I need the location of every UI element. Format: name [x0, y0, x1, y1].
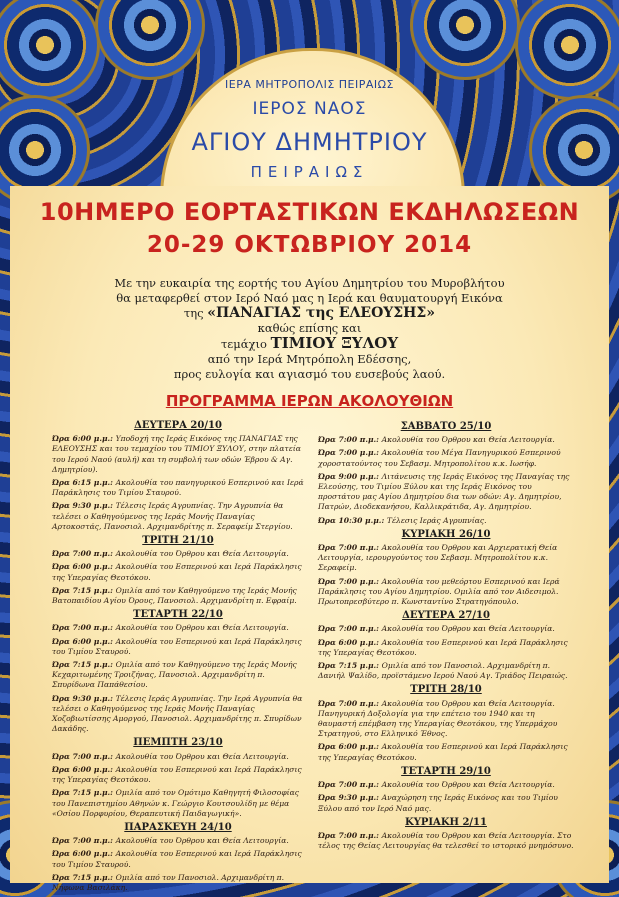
schedule-time: Ώρα 6:00 μ.μ.:	[52, 849, 116, 859]
schedule-time: Ώρα 7:15 μ.μ.:	[318, 661, 382, 671]
schedule-description: Ακολουθία του Όρθρου και Θεία Λειτουργία.	[115, 836, 289, 846]
schedule-item	[318, 516, 574, 526]
schedule-time: Ώρα 6:00 μ.μ.:	[318, 742, 382, 752]
schedule-time: Ώρα 7:00 π.μ.:	[52, 623, 116, 633]
schedule-item	[52, 694, 304, 735]
schedule-time: Ώρα 7:00 π.μ.:	[318, 780, 382, 790]
intro-text	[0, 276, 619, 382]
schedule-day-heading: ΠΑΡΑΣΚΕΥΗ 24/10	[124, 821, 232, 833]
schedule-day-heading: ΠΕΜΠΤΗ 23/10	[133, 737, 223, 749]
schedule-time: Ώρα 7:00 π.μ.:	[318, 543, 382, 553]
schedule-item	[52, 623, 304, 633]
schedule-item	[318, 780, 574, 790]
schedule-day-heading: ΚΥΡΙΑΚΗ 26/10	[401, 528, 491, 540]
event-title: 10ΗΜΕΡΟ ΕΟΡΤΑΣΤΙΚΩΝ ΕΚΔΗΛΩΣΕΩΝ	[39, 198, 580, 226]
schedule-time: Ώρα 7:00 π.μ.:	[318, 830, 382, 840]
schedule-item	[52, 478, 304, 498]
schedule-item	[318, 435, 574, 445]
schedule-time: Ώρα 7:00 π.μ.:	[52, 836, 116, 846]
schedule-description: Ακολουθία του μεθεόρτου Εσπερινού και Ιερά Παράκλησις του Αγίου Δημητρίου. Ομιλία από τον Αιδεσιμολ. Πρωτοπρεσβύτερο π. Κωνσταντίνο Στρατηγόπουλο.	[318, 576, 560, 607]
relic-name: ΤΙΜΙΟΥ ΞΥΛΟΥ	[270, 334, 399, 352]
schedule-day-heading: ΤΕΤΑΡΤΗ 29/10	[401, 765, 491, 777]
schedule-description: Ακολουθία του Εσπερινού και Ιερά Παράκλησις της Υπεραγίας Θεοτόκου.	[318, 637, 568, 657]
schedule-time: Ώρα 7:00 π.μ.:	[318, 435, 382, 445]
schedule-description: Αναχώρηση της Ιεράς Εικόνος και του Τιμίου Ξύλου από τον Ιερό Ναό μας.	[318, 793, 558, 813]
schedule-description: Ομιλία από τον Ομότιμο Καθηγητή Φιλοσοφίας του Πανεπιστημίου Αθηνών κ. Γεώργιο Κουτσουλίδη με θέμα «Οσίου Πορφυρίου, Θεραπευτική Παιδαγωγική».	[52, 788, 300, 818]
schedule-time: Ώρα 9:30 μ.μ.:	[52, 693, 116, 703]
schedule-time: Ώρα 6:00 μ.μ.:	[318, 637, 382, 647]
schedule-description: Ακολουθία του Εσπερινού και Ιερά Παράκλησις της Υπεραγίας Θεοτόκου.	[318, 742, 568, 762]
schedule-description: Ακολουθία του Εσπερινού και Ιερά Παράκλησις της Υπεραγίας Θεοτόκου.	[52, 764, 302, 785]
metropolis-label: ΙΕΡΑ ΜΗΤΡΟΠΟΛΙΣ ΠΕΙΡΑΙΩΣ	[225, 78, 394, 91]
schedule-day-heading: ΤΡΙΤΗ 28/10	[410, 684, 482, 696]
schedule-item	[52, 765, 304, 785]
schedule-item	[52, 549, 304, 559]
schedule-description: Ακολουθία του πανηγυρικού Εσπερινού και Ιερά Παράκλησις του Τιμίου Σταυρού.	[52, 478, 304, 498]
intro-line: Με την ευκαιρία της εορτής του Αγίου Δημητρίου του Μυροβλήτου	[114, 276, 505, 290]
schedule-time: Ώρα 6:15 μ.μ.:	[52, 478, 116, 488]
intro-line: από την Ιερά Μητρόπολη Εδέσσης,	[207, 352, 412, 366]
schedule-item	[52, 434, 304, 475]
schedule-day-heading: ΔΕΥΤΕΡΑ 27/10	[402, 610, 490, 622]
schedule-time: Ώρα 6:00 μ.μ.:	[52, 434, 116, 444]
schedule-time: Ώρα 7:00 μ.μ.:	[318, 576, 382, 586]
schedule-item	[52, 873, 304, 893]
intro-text-part: τεμάχιο	[220, 337, 271, 351]
schedule-item	[318, 577, 574, 608]
naos-label: ΙΕΡΟΣ ΝΑΟΣ	[252, 99, 367, 119]
intro-line: θα μεταφερθεί στον Ιερό Ναό μας η Ιερά και θαυματουργή Εικόνα	[116, 291, 503, 305]
mosaic-medallion	[410, 0, 520, 80]
mosaic-medallion	[95, 0, 205, 80]
schedule-description: Ακολουθία του Όρθρου και Θεία Λειτουργία.	[381, 624, 555, 634]
schedule-right-column	[318, 418, 574, 854]
schedule-item	[52, 752, 304, 762]
schedule-time: Ώρα 6:00 μ.μ.:	[52, 636, 116, 646]
schedule-item	[318, 638, 574, 658]
schedule-time: Ώρα 7:15 μ.μ.:	[52, 585, 116, 595]
schedule-description: Ακολουθία του Μέγα Πανηγυρικού Εσπερινού χοροστατούντος του Σεβασμ. Μητροπολίτου κ.κ. Ιωσήφ.	[318, 448, 561, 468]
schedule-item	[52, 586, 304, 606]
schedule-item	[318, 472, 574, 513]
schedule-description: Ακολουθία του Όρθρου και Θεία Λειτουργία.	[115, 751, 289, 761]
schedule-description: Ακολουθία του Εσπερινού και Ιερά Παράκλησις του Τιμίου Σταυρού.	[52, 849, 302, 869]
schedule-time: Ώρα 6:00 μ.μ.:	[52, 764, 116, 774]
schedule-day-heading: ΔΕΥΤΕΡΑ 20/10	[134, 420, 222, 431]
schedule-time: Ώρα 7:15 μ.μ.:	[52, 660, 116, 670]
city-label: ΠΕΙΡΑΙΩΣ	[250, 163, 369, 181]
intro-text-part: της	[183, 306, 208, 320]
schedule-description: Ακολουθία του Εσπερινού και Ιερά Παράκλησις της Υπεραγίας Θεοτόκου.	[52, 562, 302, 582]
schedule-item	[52, 660, 304, 691]
schedule-item	[52, 788, 304, 819]
schedule-description: Ακολουθία του Όρθρου και Θεία Λειτουργία.	[381, 780, 555, 790]
saint-title: ΑΓΙΟΥ ΔΗΜΗΤΡΙΟΥ	[191, 128, 428, 156]
schedule-description: Ακολουθία του Εσπερινού και Ιερά Παράκλησις του Τιμίου Σταυρού.	[52, 636, 302, 656]
intro-line	[0, 306, 619, 321]
schedule-description: Ακολουθία του Όρθρου και Θεία Λειτουργία.	[115, 623, 289, 633]
schedule-time: Ώρα 7:15 μ.μ.:	[52, 788, 116, 798]
schedule-description: Ακολουθία του Όρθρου και Θεία Λειτουργία. Πανηγυρική Δοξολογία για την επέτειο του 1940 και τη θαυμαστή επέμβαση της Υπεραγίας Θεοτόκου, της Υπερμάχου Στρατηγού, στο Ελληνικό Έθνος.	[318, 698, 558, 739]
schedule-item	[318, 448, 574, 468]
intro-line	[0, 336, 619, 352]
schedule-item	[52, 637, 304, 657]
schedule-description: Τέλεσις Ιεράς Αγρυπνίας. Την Ιερά Αγρυπνία θα τελέσει ο Καθηγούμενος της Ιεράς Μονής Παναγίας Χοζοβιωτίσσης Αμοργού, Πανοσιολ. Αρχιμανδρίτης π. Σπυρίδων Δακάδης.	[52, 693, 303, 734]
schedule-time: Ώρα 6:00 μ.μ.:	[52, 562, 116, 572]
schedule-time: Ώρα 9:30 μ.μ.:	[52, 501, 116, 511]
program-heading: ΠΡΟΓΡΑΜΜΑ ΙΕΡΩΝ ΑΚΟΛΟΥΘΙΩΝ	[165, 392, 454, 410]
schedule-item	[52, 849, 304, 869]
schedule-description: Υποδοχή της Ιεράς Εικόνος της ΠΑΝΑΓΙΑΣ της ΕΛΕΟΥΣΗΣ και του τεμαχίου του ΤΙΜΙΟΥ ΞΥΛΟΥ, στην πλατεία του Ιερού Ναού (αυλή) και τη συμβολή των οδών Έβρου & Αγ. Δημητρίου).	[52, 434, 301, 474]
schedule-day-heading: ΤΕΤΑΡΤΗ 22/10	[133, 609, 223, 621]
schedule-time: Ώρα 7:00 μ.μ.:	[318, 448, 382, 458]
schedule-description: Ακολουθία του Όρθρου και Θεία Λειτουργία. Στο τέλος της Θείας Λειτουργίας θα τελεσθεί το ιστορικό μνημόσυνο.	[318, 830, 574, 851]
schedule-description: Ακολουθία του Όρθρου και Θεία Λειτουργία.	[381, 435, 555, 445]
intro-line: προς ευλογία και αγιασμό του ευσεβούς λαού.	[173, 367, 446, 381]
schedule-time: Ώρα 7:00 π.μ.:	[52, 751, 116, 761]
schedule-time: Ώρα 7:00 π.μ.:	[318, 698, 382, 708]
schedule-day-heading: ΤΡΙΤΗ 21/10	[142, 535, 214, 547]
schedule-time: Ώρα 9:00 μ.μ.:	[318, 471, 382, 481]
schedule-description: Ακολουθία του Όρθρου και Αρχιερατική Θεία Λειτουργία, ιερουργούντος του Σεβασμ. Μητροπολίτου κ.κ. Σεραφείμ.	[318, 543, 558, 573]
schedule-item	[318, 543, 574, 574]
schedule-description: Ομιλία από τον Καθηγούμενο της Ιεράς Μονής Κεχαριτωμένης Τροιζήνας, Πανοσιολ. Αρχιμανδρίτη π. Σπυρίδωνα Παπάθεσίου.	[52, 660, 297, 690]
schedule-item	[318, 661, 574, 681]
intro-line: καθώς επίσης και	[257, 321, 362, 335]
schedule-description: Ομιλία από τον Πανοσιολ. Αρχιμανδρίτη π. Δανιήλ Ψαλίδο, προϊστάμενο Ιερού Ναού Αγ. Τριάδος Πειραιώς.	[318, 661, 568, 681]
schedule-description: Λιτάνευσις της Ιεράς Εικόνος της Παναγίας της Ελεούσης, του Τιμίου Ξύλου και της Ιεράς Εικόνος του προστάτου μας Αγίου Δημητρίου δια των οδών: Αγ. Δημητρίου, Πατρών, Διοδεκανήσου, Καλλικράτιδα, Αγ. Δημητρίου.	[318, 471, 570, 512]
schedule-time: Ώρα 7:00 π.μ.:	[318, 624, 382, 634]
schedule-item	[52, 836, 304, 846]
schedule-description: Τέλεσις Ιεράς Αγρυπνίας. Την Αγρυπνία θα τελέσει ο Καθηγούμενος της Ιεράς Μονής Παναγίας Αρτοκοστάς, Πανοσιολ. Αρχιμανδρίτης π. Σεραφείμ Στεργίου.	[52, 501, 293, 531]
schedule-item	[52, 501, 304, 532]
schedule-time: Ώρα 9:30 μ.μ.:	[318, 793, 382, 803]
schedule-left-column	[52, 417, 304, 896]
schedule-item	[318, 793, 574, 813]
schedule-description: Ακολουθία του Όρθρου και Θεία Λειτουργία.	[115, 549, 289, 559]
icon-name: «ΠΑΝΑΓΙΑΣ της ΕΛΕΟΥΣΗΣ»	[207, 305, 436, 321]
schedule-description: Ομιλία από τον Καθηγούμενο της Ιεράς Μονής Βατοπαιδίου Αγίου Όρους, Πανοσιολ. Αρχιμανδρίτη π. Εφραίμ.	[52, 585, 297, 606]
schedule-description: Ομιλία από τον Πανοσιολ. Αρχιμανδρίτη π. Νήφωνα Βασιλάκη.	[52, 872, 285, 892]
schedule-time: Ώρα 7:00 π.μ.:	[52, 549, 116, 559]
schedule-description: Τέλεσις Ιεράς Αγρυπνίας.	[386, 515, 487, 525]
schedule-item	[318, 699, 574, 740]
schedule-time: Ώρα 10:30 μ.μ.:	[318, 515, 387, 525]
schedule-time: Ώρα 7:15 μ.μ.:	[52, 872, 116, 882]
schedule-item	[318, 742, 574, 762]
schedule-item	[52, 562, 304, 582]
schedule-item	[318, 624, 574, 634]
schedule-item	[318, 831, 574, 851]
event-dates: 20-29 ΟΚΤΩΒΡΙΟΥ 2014	[146, 232, 473, 258]
schedule-day-heading: ΚΥΡΙΑΚΗ 2/11	[405, 816, 487, 828]
schedule-day-heading: ΣΑΒΒΑΤΟ 25/10	[400, 421, 492, 432]
